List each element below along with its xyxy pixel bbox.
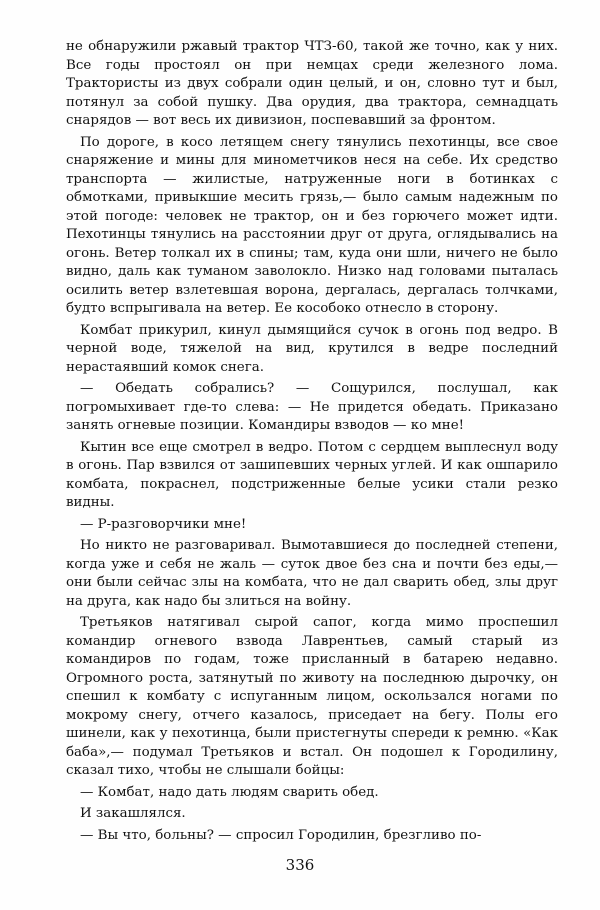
paragraph: Но никто не разговаривал. Вымотавшиеся до последней степени, когда уже и себя не жаль — суток двое без сна и почти без еды,— они были сейчас злы на комбата, что не дал сварить обед, злы друг на друга, как надо бы злиться на войну. [66, 538, 558, 609]
paragraph: По дороге, в косо летящем снегу тянулись пехотинцы, все свое снаряжение и мины для минометчиков неся на себе. Их средство транспорта — жилистые, натруженные ноги в ботинках с обмотками, привыкшие месить грязь,— было самым надежным по этой погоде: человек не трактор, он и без горючего может идти. Пехотинцы тянулись на расстоянии друг от друга, оглядывались на огонь. Ветер толкал их в спины; там, куда они шли, ничего не было видно, даль как туманом заволокло. Низко над головами пыталась осилить ветер взлетевшая ворона, дергалась, дергалась толчками, будто вспрыгивала на ветер. Ее кособоко отнесло в сторону. [66, 134, 558, 316]
paragraph: не обнаружили ржавый трактор ЧТЗ-60, такой же точно, как у них. Все годы простоял он при немцах среди железного лома. Трактористы из двух собрали один целый, и он, словно тут и был, потянул за собой пушку. Два орудия, два трактора, семнадцать снарядов — вот весь их дивизион, поспевавший за фронтом. [66, 39, 558, 128]
paragraph: — Вы что, больны? — спросил Городилин, брезгливо по- [80, 827, 482, 843]
paragraph: Комбат прикурил, кинул дымящийся сучок в огонь под ведро. В черной воде, тяжелой на вид, крутился в ведре последний нерастаявший комок снега. [66, 322, 558, 375]
paragraph: Кытин все еще смотрел в ведро. Потом с сердцем выплеснул воду в огонь. Пар взвился от зашипевших черных углей. И как ошпарило комбата, покраснел, подстриженные белые усики стали резко видны. [66, 439, 558, 510]
paragraph: — Комбат, надо дать людям сварить обед. [80, 784, 379, 800]
paragraph: Третьяков натягивал сырой сапог, когда мимо проспешил командир огневого взвода Лаврентьев, самый старый из командиров по годам, тоже присланный в батарею недавно. Огромного роста, затянутый по животу на последнюю дырочку, он спешил к комбату с испуганным лицом, оскользался ногами по мокрому снегу, отчего казалось, приседает на бегу. Полы его шинели, как у пехотинца, были пристегнуты спереди к ремню. «Как баба»,— подумал Третьяков и встал. Он подошел к Городилину, сказал тихо, чтобы не слышали бойцы: [66, 615, 558, 778]
page-text [66, 38, 558, 845]
paragraph: И закашлялся. [80, 806, 186, 821]
paragraph: — Обедать собрались? — Сощурился, послушал, как погромыхивает где-то слева: — Не придется обедать. Приказано занять огневые позиции. Командиры взводов — ко мне! [66, 381, 558, 433]
page-number: 336 [285, 856, 315, 874]
paragraph: — Р-разговорчики мне! [80, 516, 247, 532]
